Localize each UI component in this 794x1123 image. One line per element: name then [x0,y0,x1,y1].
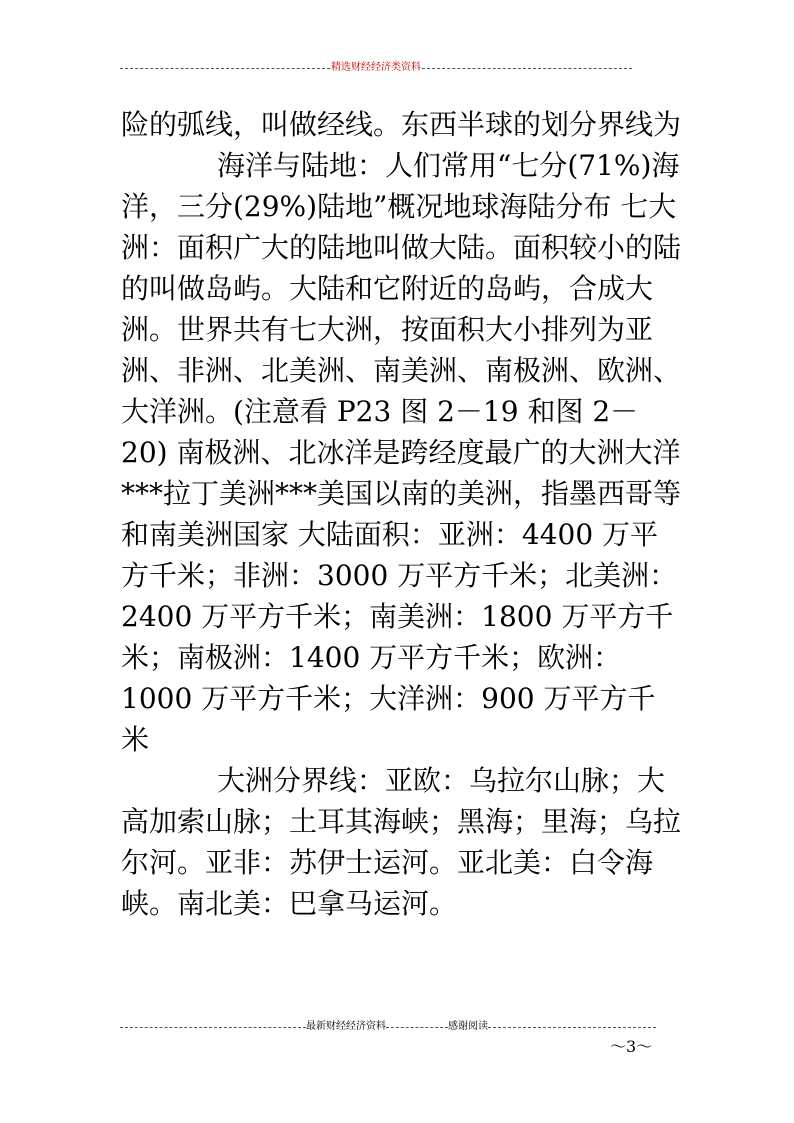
footer-divider-right [488,1027,656,1028]
page-number: ～3～ [610,1037,653,1056]
footer-label-right: 感谢阅读 [448,1021,488,1032]
footer-label-left: 最新财经经济资料 [306,1021,386,1032]
paragraph-meridian: 险的弧线，叫做经线。东西半球的划分界线为 [121,108,682,141]
document-body [121,104,681,924]
header-label: 精选财经经济类资料 [331,62,421,73]
paragraph-ocean-land: 海洋与陆地：人们常用“七分(71%)海洋，三分(29%)陆地”概况地球海陆分布 七大洲：面积广大的陆地叫做大陆。面积较小的陆的叫做岛屿。大陆和它附近的岛屿，合成大洲。世界共有七大洲，按面积大小排列为亚洲、非洲、北美洲、南美洲、南极洲、欧洲、大洋洲。(注意看 P23 图 2－19 和图 2－20) 南极洲、北冰洋是跨经度最广的大洲大洋 ***拉丁美洲***美国以南的美洲，指墨西哥等和南美洲国家 大陆面积：亚洲：4400 万平方千米；非洲：3000 万平方千米；北美洲：2400 万平方千米；南美洲：1800 万平方千米；南极洲：1400 万平方千米；欧洲：1000 万平方千米；大洋洲：900 万平方千米 [121,149,682,756]
footer-divider-left [120,1027,306,1028]
page-footer [120,1020,656,1034]
page-header [120,61,632,75]
footer-divider-middle [386,1027,448,1028]
header-divider-right [422,68,632,69]
header-divider-left [120,68,330,69]
paragraph-continent-boundaries: 大洲分界线：亚欧：乌拉尔山脉；大高加索山脉；土耳其海峡；黑海；里海；乌拉尔河。亚非：苏伊士运河。亚北美：白令海峡。南北美：巴拿马运河。 [121,764,682,920]
